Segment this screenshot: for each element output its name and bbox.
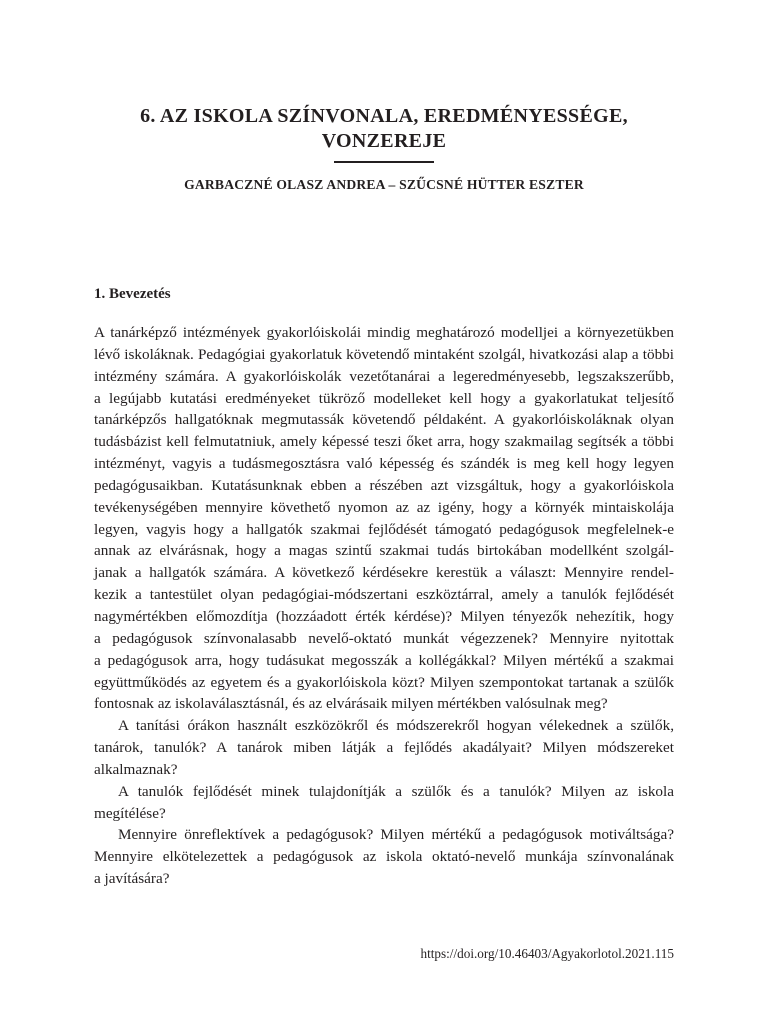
paragraph-line: tudásbázist kell felmutatniuk, amely képessé teszi őket arra, hogy szakmailag segítsék a többi	[94, 433, 674, 451]
paragraph-line: nagymértékben előmozdítja (hozzáadott érték kérdése)? Milyen tényezők nehezítik, hogy	[94, 607, 674, 625]
paragraph-line: a pedagógusok színvonalasabb nevelő-oktató munkát végezzenek? Mennyire nyitottak	[94, 629, 674, 647]
body-paragraph	[94, 824, 674, 890]
paragraph-line: A tanárképző intézmények gyakorlóiskolái mindig meghatározó modelljei a környezetükben	[94, 324, 674, 341]
paragraph-line: janak a hallgatók számára. A következő kérdésekre kerestük a választ: Mennyire rendel-	[94, 564, 674, 582]
paragraph-line: intézményt, vagyis a tudásmegosztásra való képesség és szándék is meg kell hogy legyen	[94, 455, 674, 473]
body-paragraph	[94, 781, 674, 825]
paragraph-line: intézmény számára. A gyakorlóiskolák vezetőtanárai a legeredményesebb, legszakszerűbb,	[94, 367, 674, 385]
paragraph-line: Mennyire önreflektívek a pedagógusok? Milyen mértékű a pedagógusok motiváltsága?	[118, 826, 674, 844]
paragraph-line: tanárok, tanulók? A tanárok miben látják a fejlődés akadályait? Milyen módszereket	[94, 739, 674, 757]
body-paragraph	[94, 322, 674, 715]
body-paragraph	[94, 715, 674, 781]
title-divider	[334, 161, 434, 163]
paragraph-line: tanárképzős hallgatóknak megmutassák követendő példaként. A gyakorlóiskoláknak olyan	[94, 411, 674, 429]
chapter-title	[96, 104, 672, 154]
paragraph-line: a legújabb kutatási eredményeket tükröző modelleket kell hogy a gyakorlatukat teljesítő	[94, 389, 674, 407]
paragraph-line: kezik a tantestület olyan pedagógiai-módszertani eszköztárral, amely a tanulók fejlődését	[94, 586, 674, 604]
paragraph-line: fontosnak az iskolaválasztásnál, és az elvárásaik milyen mértékben valósulnak meg?	[94, 695, 608, 713]
paragraph-line: A tanítási órákon használt eszközökről és módszerekről hogyan vélekednek a szülők,	[118, 717, 674, 735]
paragraph-line: együttműködés az egyetem és a gyakorlóiskola közt? Milyen szempontokat tartanak a szülők	[94, 673, 674, 691]
section-heading: 1. Bevezetés	[94, 286, 171, 302]
paragraph-line: alkalmaznak?	[94, 760, 178, 778]
chapter-title-line-2: VONZEREJE	[321, 130, 447, 152]
paragraph-line: A tanulók fejlődését minek tulajdonítják a szülők és a tanulók? Milyen az iskola	[118, 782, 674, 800]
body-text	[94, 322, 674, 890]
paragraph-line: pedagógusaikban. Kutatásunknak ebben a részében azt vizsgáltuk, hogy a gyakorlóiskola	[94, 476, 674, 494]
paragraph-line: a javítására?	[94, 870, 170, 888]
paragraph-line: a pedagógusok arra, hogy tudásukat megosszák a kollégákkal? Milyen mértékű a szakmai	[94, 651, 674, 669]
paragraph-line: annak az elvárásnak, hogy a magas szintű szakmai tudás birtokában modellként szolgál-	[94, 542, 674, 560]
chapter-authors: GARBACZNÉ OLASZ ANDREA – SZŰCSNÉ HÜTTER ESZTER	[184, 177, 584, 192]
chapter-title-line-1: 6. AZ ISKOLA SZÍNVONALA, EREDMÉNYESSÉGE,	[140, 105, 628, 127]
paragraph-line: Mennyire elkötelezettek a pedagógusok az iskola oktató-nevelő munkája színvonalának	[94, 848, 674, 866]
paragraph-line: lévő iskoláknak. Pedagógiai gyakorlatuk követendő mintaként szolgál, hivatkozási alap a többi	[94, 345, 674, 363]
paragraph-line: legyen, vagyis hogy a hallgatók szakmai fejlődését támogató pedagógusok megfelelnek-e	[94, 520, 674, 538]
doi-link[interactable]: https://doi.org/10.46403/Agyakorlotol.2021.115	[420, 946, 674, 961]
paragraph-line: tevékenységében mennyire követhető nyomon az az igény, hogy a környék mintaiskolája	[94, 498, 674, 516]
paragraph-line: megítélése?	[94, 804, 166, 822]
